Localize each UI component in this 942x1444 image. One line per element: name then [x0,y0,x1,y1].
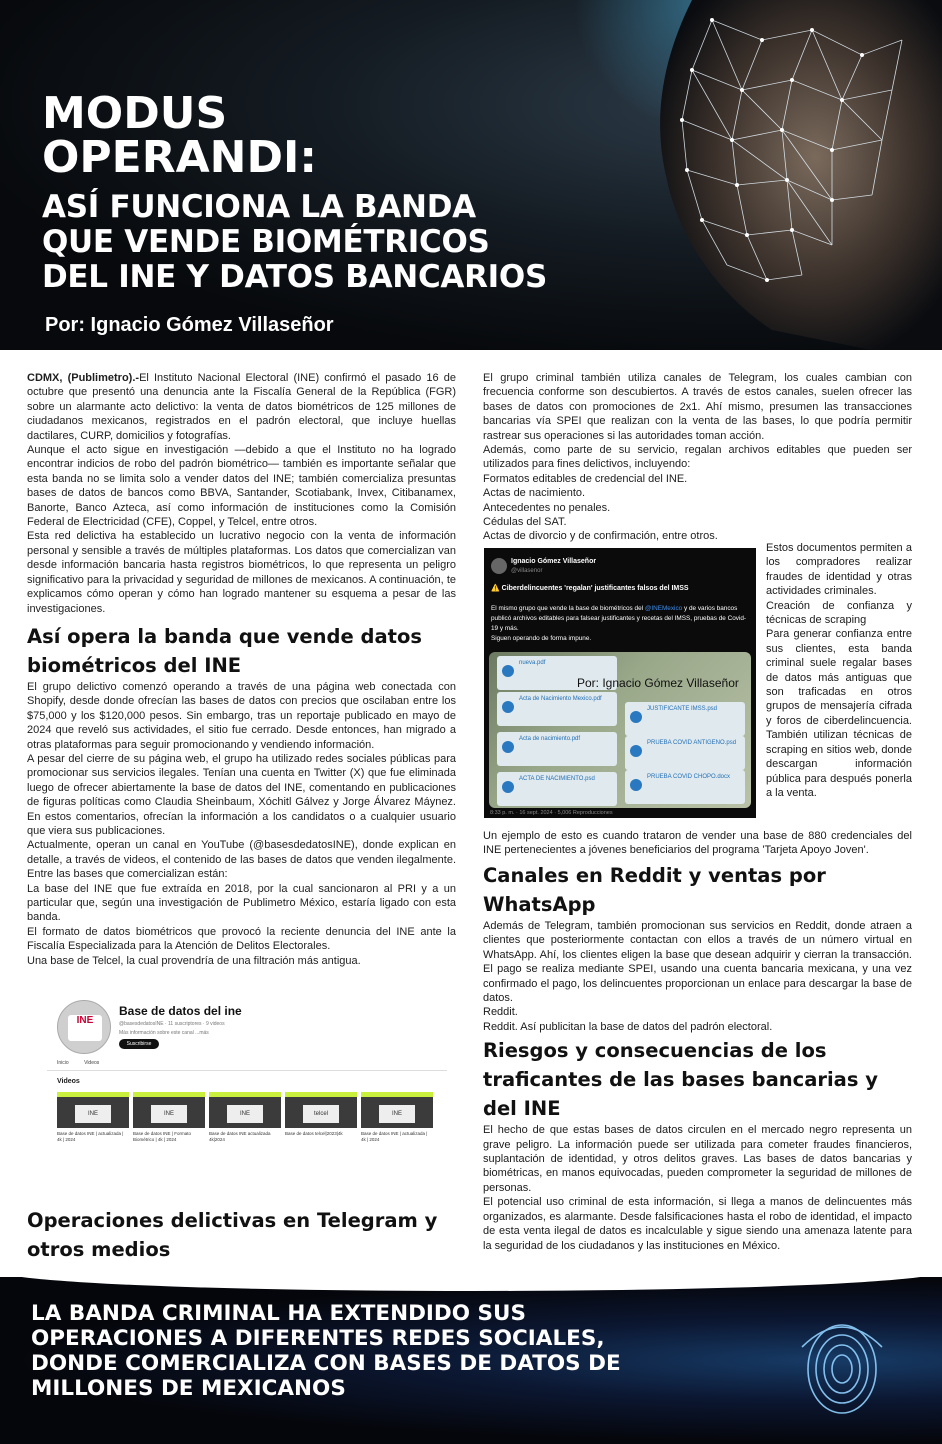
divider [47,1070,447,1071]
thumbnail-card: INE [151,1105,187,1123]
file-item: Acta de Nacimiento Mexico.pdf [497,692,617,726]
subheadline-line: ASÍ FUNCIONA LA BANDA [42,189,476,225]
tweet-text: y de varios bancos publicó archivos editables para falsear justificantes y recetas del IMSS, pruebas de Covid-19 y más. [491,605,747,632]
channel-avatar [57,1000,111,1054]
paragraph-text: El Instituto Nacional Electoral (INE) confirmó el pasado 16 de octubre que presentó una denuncia ante la Fiscalía General de la República (FGR) sobre un alarmante acto delictivo: la venta de datos biométricos de 125 millones de ciudadanos mexicanos, registrados en el padrón electoral, que incluye huellas dactilares, CURP, domicilios y fotografías. [27,372,456,442]
paragraph: Esta red delictiva ha establecido un lucrativo negocio con la venta de información personal y sensible a través de múltiples plataformas. Los datos que comercializan van desde información bancaria hasta registros biométricos, lo que representa un peligro significativo para la privacidad y seguridad de millones de mexicanos. A continuación, te explicamos cómo operan y cómo han logrado mantener su esquema a pesar de las investigaciones. [27,530,456,615]
wrapped-text [766,541,912,800]
paragraph: Para generar confianza entre sus clientes, esta banda criminal suele regalar bases de datos más antiguas que son traficadas en otros grupos de mensajería cifrada y foros de ciberdelincuencia. También utilizan técnicas de scraping en sitios web, donde descargan información pública para después ponerla a la venta. [766,628,912,799]
section-heading: Riesgos y consecuencias de los traficantes de las bases bancarias y del INE [483,1039,878,1121]
video-thumbnail [361,1092,433,1143]
youtube-channel-screenshot [47,992,447,1172]
footer-quote [31,1301,621,1401]
footer-line: MILLONES DE MEXICANOS [31,1376,346,1401]
paragraph: Un ejemplo de esto es cuando trataron de vender una base de 880 credenciales del INE pertenecientes a jóvenes beneficiarios del programa 'Tarjeta Apoyo Joven'. [483,830,912,857]
list-item: Formatos editables de credencial del INE. [483,472,688,485]
left-column [27,371,456,968]
thumbnail-card: INE [227,1105,263,1123]
subheadline-line: QUE VENDE BIOMÉTRICOS [42,224,490,260]
paragraph: Reddit. [483,1006,518,1019]
headline [42,88,317,183]
section-heading: Canales en Reddit y ventas por WhatsApp [483,864,826,916]
tab-inicio: Inicio [57,1060,69,1066]
thumbnail-card: INE [75,1105,111,1123]
paragraph: La base del INE que fue extraída en 2018, por la cual sancionaron al PRI y a un particular que, según una investigación de Publimetro México, estaría ligado con esta banda. [27,882,456,924]
tweet-handle: @villasenor [511,568,543,574]
paragraph: Una base de Telcel, la cual provendría de una filtración más antigua. [27,954,361,967]
right-column-top [483,371,912,544]
paragraph: Además de Telegram, también promocionan sus servicios en Reddit, donde atraen a clientes que posteriormente contactan con ellos a través de un número virtual en WhatsApp. Ahí, los clientes eligen la base que desean adquirir y cierran la transacción. El pago se realiza mediante SPEI, usando una cuenta bancaria mexicana, y una vez confirmado el pago, los delincuentes proporcionan un enlace para descargar la base de datos. [483,920,912,1005]
video-caption: Base de datos INE | Formato Biométrico | 4k | 2024 [133,1131,191,1142]
subheadline-line: DEL INE Y DATOS BANCARIOS [42,259,547,295]
channel-tabs [57,1060,113,1066]
channel-name: Base de datos del ine [119,1004,242,1018]
subheadline [42,190,547,295]
videos-label: Videos [57,1078,80,1085]
footer-wave [0,1277,942,1291]
avatar [491,558,507,574]
right-column-bottom [483,861,912,1253]
paragraph: El hecho de que estas bases de datos circulen en el mercado negro representa un grave peligro. La información puede ser utilizada para cometer fraudes financieros, suplantación de identidad, y otros delitos graves. Las bases de datos bancarias y biométricas, en manos equivocadas, pueden comprometer la seguridad de millones de personas. [483,1124,912,1194]
paragraph: El formato de datos biométricos que provocó la reciente denuncia del INE ante la Fiscalía Especializada para la Atención de Delitos Electorales. [27,925,456,953]
video-thumbnail [57,1092,129,1143]
paragraph: Además, como parte de su servicio, regalan archivos editables que pueden ser utilizados para fines delictivos, incluyendo: [483,444,912,471]
right-column-mid [483,829,912,858]
tweet-title: ⚠️ Ciberdelincuentes 'regalan' justificantes falsos del IMSS [491,585,689,592]
video-thumbnail [133,1092,205,1143]
headline-line: MODUS [42,88,228,139]
video-caption: Base de datos telcel|2023|4k [285,1131,343,1136]
list-item: Actas de nacimiento. [483,487,586,500]
video-thumbnail [209,1092,281,1143]
paragraph: Actualmente, operan un canal en YouTube (@basesdedatosINE), donde explican en detalle, a través de videos, el contenido de las bases de datos que venden ilegalmente. Entre las bases que comercializan están: [27,839,456,881]
file-item: JUSTIFICANTE IMSS.psd [625,702,745,736]
paragraph: Reddit. Así publicitan la base de datos del padrón electoral. [483,1020,773,1033]
headline-line: OPERANDI: [42,132,317,183]
paragraph: El grupo criminal también utiliza canales de Telegram, los cuales cambian con frecuencia conforme son descubiertos. A través de estos canales, suelen ofrecer las bases de datos con promociones de 2x1. Ahí mismo, presumen las transacciones bancarias vía SPEI que realizan con la venta de las bases, lo que podría permitir rastrear sus operaciones si las autoridades toman acción. [483,372,912,442]
dateline: CDMX, (Publimetro).- [27,372,140,384]
tweet-footer: 8:33 p. m. · 16 sept. 2024 · 5,006 Reproducciones [490,810,613,816]
hero-banner [0,0,942,350]
list-item: Actas de divorcio y de confirmación, entre otros. [483,530,718,543]
video-caption: Base de datos INE actualizada 4k|2024 [209,1131,271,1142]
footer-line: LA BANDA CRIMINAL HA EXTENDIDO SUS [31,1301,526,1326]
file-item: PRUEBA COVID CHOPO.docx [625,770,745,804]
subscribe-button: Suscribirse [119,1039,159,1049]
photo-watermark: Por: Ignacio Gómez Villaseñor [577,676,739,690]
ine-logo: INE [68,1015,102,1041]
channel-description: Más información sobre este canal ...más [119,1030,209,1036]
biometric-face-illustration [542,0,942,350]
video-caption: Base de datos INE | actualizada | 4k | 2024 [361,1131,428,1142]
tweet-body [491,604,753,644]
paragraph [27,371,456,443]
paragraph: El grupo delictivo comenzó operando a través de una página web conectada con Shopify, desde donde ofrecían las bases de datos con precios que oscilaban entre los $75,000 y los $120,000 pesos. Sin embargo, tras un reportaje publicado en mayo de 2024 que reveló sus actividades, el sitio fue cerrado. Desde entonces, han migrado a otras plataformas para seguir promocionando y vendiendo información. [27,680,456,751]
mention-link: @INEMexico [644,605,683,612]
paragraph: A pesar del cierre de su página web, el grupo ha utilizado redes sociales públicas para promocionar sus servicios ilegales. Tenían una cuenta en Twitter (X) que fue eliminada luego de ofrecer abiertamente la base de datos del INE, comentando en publicaciones de figuras políticas como Claudia Sheinbaum, Xóchitl Gálvez y Jorge Álvarez Máynez. En estos comentarios, ofrecían la información a los candidatos o a cualquier usuario que viera sus publicaciones. [27,752,456,837]
channel-meta: @basesdedatosINE · 11 suscriptores · 9 videos [119,1021,225,1027]
thumbnail-card: telcel [303,1105,339,1123]
paragraph: Estos documentos permiten a los compradores realizar fraudes de identidad y otras actividades criminales. [766,542,912,598]
paragraph: Creación de confianza y técnicas de scraping [766,599,912,627]
fingerprint-icon [782,1307,902,1427]
video-thumbnails [57,1092,447,1167]
section-heading: Operaciones delictivas en Telegram y otros medios [27,1209,438,1261]
tab-videos: Videos [84,1060,100,1066]
video-thumbnail [285,1092,357,1137]
file-item: nueva.pdf [497,656,617,690]
tweet-text: Siguen operando de forma impune. [491,635,592,642]
file-item: ACTA DE NACIMIENTO.psd [497,772,617,806]
list-item: Cédulas del SAT. [483,516,567,529]
video-caption: Base de datos INE | actualizada | 4k | 2024 [57,1131,124,1142]
paragraph: Aunque el acto sigue en investigación —debido a que el Instituto no ha logrado encontrar indicios de robo del padrón biométrico— también es importante señalar que esta banda no se limita solo a vender datos del INE; también comercializa presuntas bases de datos de bancos como BBVA, Santander, Scotiabank, Invex, Citibanamex, Banorte, Banco Azteca, así como información de instituciones como la Comisión Federal de Electricidad (CFE), Coppel, y Telcel, entre otros. [27,444,456,529]
byline: Por: Ignacio Gómez Villaseñor [45,314,334,336]
tweet-text: El mismo grupo que vende la base de biométricos del [491,605,645,612]
footer-banner [0,1277,942,1444]
file-item: Acta de nacimiento.pdf [497,732,617,766]
tweet-author: Ignacio Gómez Villaseñor [511,558,597,565]
file-item: PRUEBA COVID ANTIGENO.psd [625,736,745,770]
list-item: Antecedentes no penales. [483,501,611,514]
paragraph: El potencial uso criminal de esta información, si llega a manos de delincuentes más organizados, es alarmante. Desde falsificaciones hasta el robo de identidad, el impacto de esta venta ilegal de datos es incalculable y sigue siendo una amenaza latente para la seguridad de los ciudadanos y las instituciones en México. [483,1196,912,1252]
footer-line: DONDE COMERCIALIZA CON BASES DE DATOS DE [31,1351,621,1376]
section-heading: Así opera la banda que vende datos biométricos del INE [27,624,422,677]
thumbnail-card: INE [379,1105,415,1123]
footer-line: OPERACIONES A DIFERENTES REDES SOCIALES, [31,1326,605,1351]
